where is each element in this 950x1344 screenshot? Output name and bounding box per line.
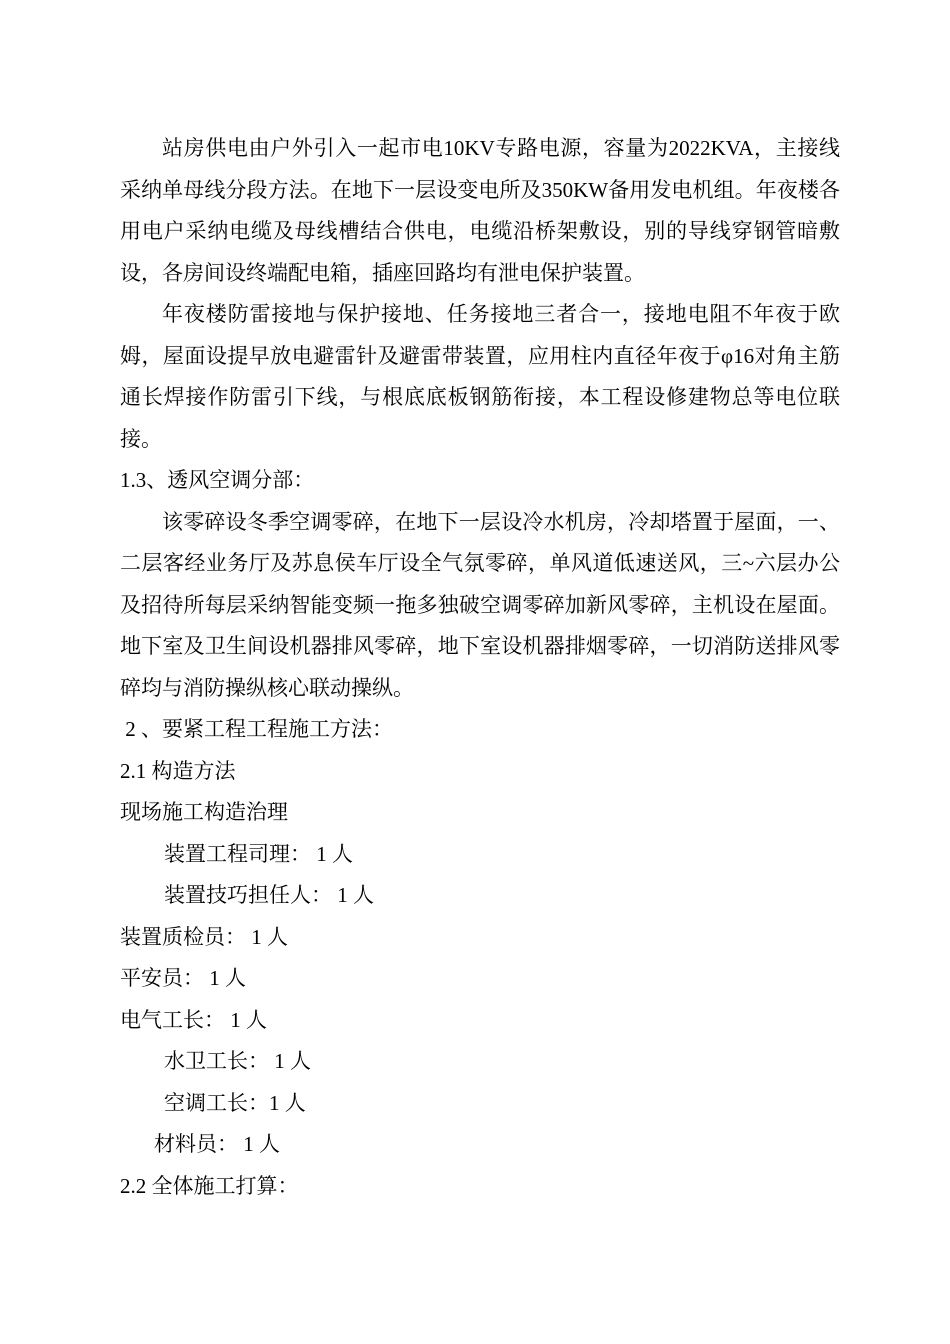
- staff-safety-officer: 平安员： 1 人: [120, 966, 246, 990]
- document-page: [120, 128, 840, 1207]
- staff-hvac-foreman: 空调工长：1 人: [164, 1090, 306, 1115]
- heading-section-1-3: 1.3、透风空调分部：: [120, 468, 315, 492]
- heading-site-management: 现场施工构造治理: [120, 800, 288, 824]
- paragraph-grounding: 年夜楼防雷接地与保护接地、任务接地三者合一，接地电阻不年夜于欧姆，屋面设提早放电避雷针及避雷带装置，应用柱内直径年夜于φ16对角主筋通长焊接作防雷引下线，与根底底板钢筋衔接，本工程设修建物总等电位联接。: [120, 302, 840, 451]
- heading-section-2-1: 2.1 构造方法: [120, 758, 236, 783]
- staff-electrical-foreman: 电气工长： 1 人: [120, 1007, 267, 1032]
- paragraph-power-supply: 站房供电由户外引入一起市电10KV专路电源，容量为2022KVA，主接线采纳单母线分段方法。在地下一层设变电所及350KW备用发电机组。年夜楼各用电户采纳电缆及母线槽结合供电，电缆沿桥架敷设，别的导线穿钢管暗敷设，各房间设终端配电箱，插座回路均有泄电保护装置。: [120, 136, 840, 285]
- staff-project-manager: 装置工程司理： 1 人: [164, 841, 353, 866]
- paragraph-hvac: 该零碎设冬季空调零碎，在地下一层设冷水机房，冷却塔置于屋面，一、二层客经业务厅及苏息侯车厅设全气氛零碎，单风道低速送风，三~六层办公及招待所每层采纳智能变频一拖多独破空调零碎加新风零碎，主机设在屋面。地下室及卫生间设机器排风零碎，地下室设机器排烟零碎，一切消防送排风零碎均与消防操纵核心联动操纵。: [120, 509, 840, 700]
- staff-plumbing-foreman: 水卫工长： 1 人: [164, 1049, 311, 1073]
- staff-materials-officer: 材料员： 1 人: [154, 1132, 280, 1156]
- staff-technical-lead: 装置技巧担任人： 1 人: [164, 883, 374, 907]
- staff-quality-inspector: 装置质检员： 1 人: [120, 924, 288, 949]
- heading-section-2-2: 2.2 全体施工打算：: [120, 1173, 299, 1198]
- heading-section-2: 2 、要紧工程工程施工方法：: [120, 717, 393, 741]
